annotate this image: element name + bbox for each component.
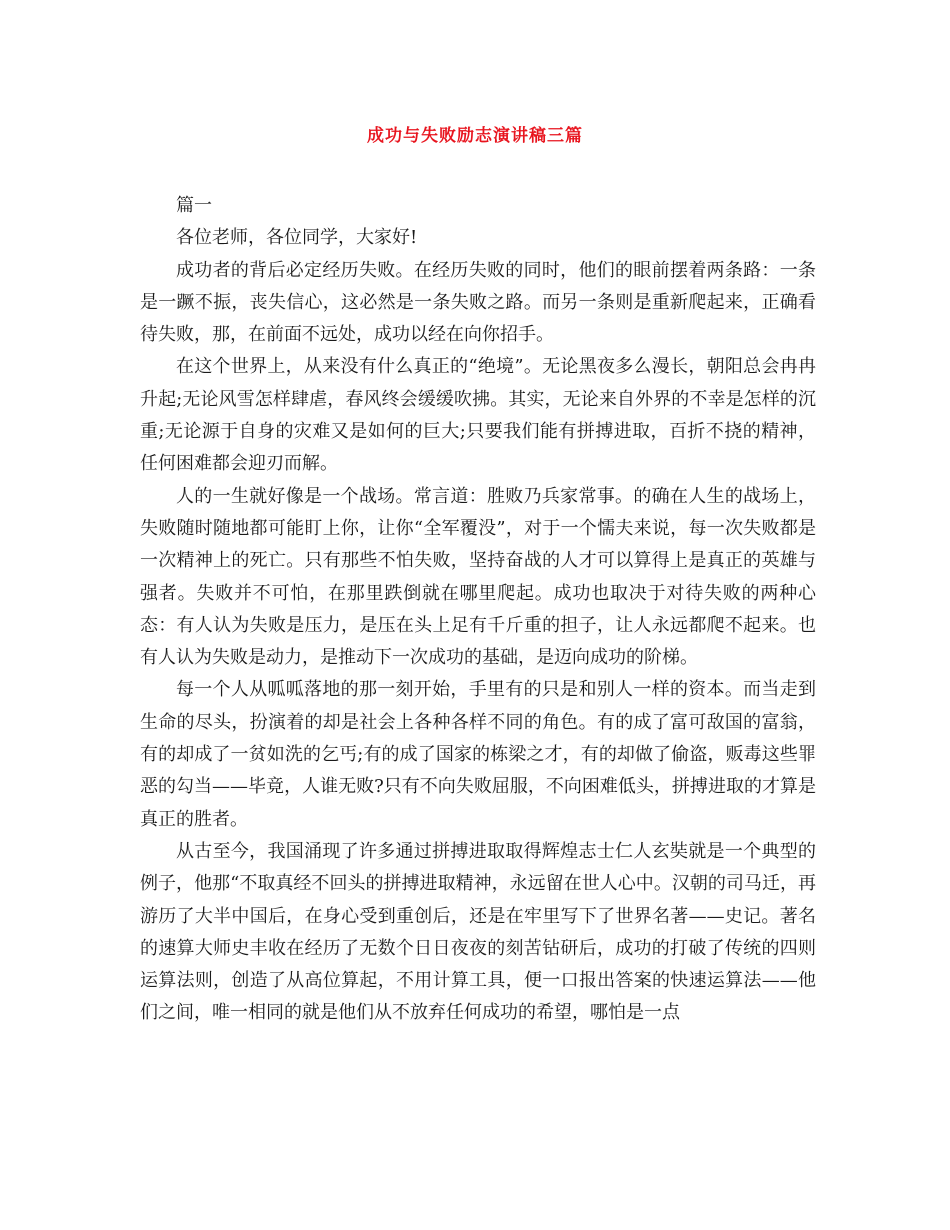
document-body [140, 190, 816, 1030]
body-paragraph: 人的一生就好像是一个战场。常言道：胜败乃兵家常事。的确在人生的战场上，失败随时随地都可能盯上你，让你“全军覆没”，对于一个懦夫来说，每一次失败都是一次精神上的死亡。只有那些不怕失败，坚持奋战的人才可以算得上是真正的英雄与强者。失败并不可怕，在那里跌倒就在哪里爬起。成功也取决于对待失败的两种心态：有人认为失败是压力，是压在头上足有千斤重的担子，让人永远都爬不起来。也有人认为失败是动力，是推动下一次成功的基础，是迈向成功的阶梯。 [140, 485, 816, 669]
body-paragraph: 成功者的背后必定经历失败。在经历失败的同时，他们的眼前摆着两条路：一条是一蹶不振，丧失信心，这必然是一条失败之路。而另一条则是重新爬起来，正确看待失败，那，在前面不远处，成功以经在向你招手。 [140, 259, 816, 346]
body-paragraph: 在这个世界上，从来没有什么真正的“绝境”。无论黑夜多么漫长，朝阳总会冉冉升起;无论风雪怎样肆虐，春风终会缓缓吹拂。其实，无论来自外界的不幸是怎样的沉重;无论源于自身的灾难又是如何的巨大;只要我们能有拼搏进取，百折不挠的精神，任何困难都会迎刃而解。 [140, 356, 816, 475]
document-title: 成功与失败励志演讲稿三篇 [367, 126, 583, 146]
greeting-paragraph: 各位老师，各位同学，大家好! [176, 227, 418, 249]
body-paragraph: 从古至今，我国涌现了许多通过拼搏进取取得辉煌志士仁人玄奘就是一个典型的例子，他那“不取真经不回头的拼搏进取精神，永远留在世人心中。汉朝的司马迁，再游历了大半中国后，在身心受到重创后，还是在牢里写下了世界名著——史记。著名的速算大师史丰收在经历了无数个日日夜夜的刻苦钻研后，成功的打破了传统的四则运算法则，创造了从高位算起，不用计算工具，便一口报出答案的快速运算法——他们之间，唯一相同的就是他们从不放弃任何成功的希望，哪怕是一点 [140, 840, 816, 1024]
section-heading: 篇一 [176, 195, 212, 216]
body-paragraph: 每一个人从呱呱落地的那一刻开始，手里有的只是和别人一样的资本。而当走到生命的尽头，扮演着的却是社会上各种各样不同的角色。有的成了富可敌国的富翁，有的却成了一贫如洗的乞丐;有的成了国家的栋梁之才，有的却做了偷盗，贩毒这些罪恶的勾当——毕竟，人谁无败?只有不向失败屈服，不向困难低头，拼搏进取的才算是真正的胜者。 [140, 679, 816, 830]
